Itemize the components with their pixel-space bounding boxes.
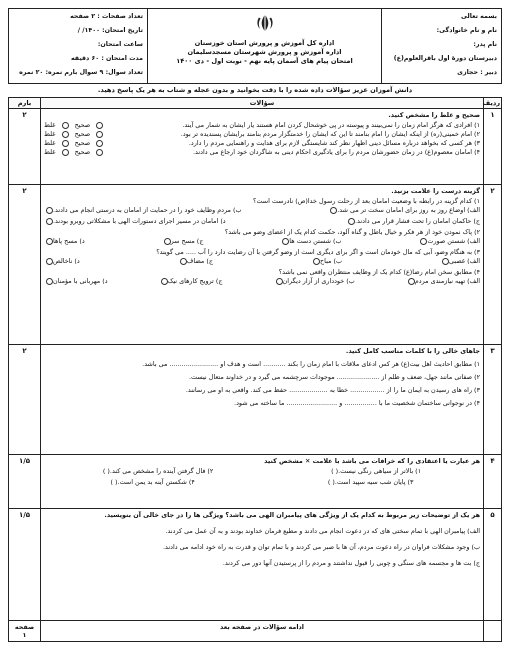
header-basmala: بسمه تعالی: [460, 13, 497, 20]
superstition-row: [44, 467, 480, 475]
option-radio[interactable]: [46, 207, 53, 214]
mc-options: [44, 237, 480, 245]
exam-title-block: [147, 9, 381, 83]
true-label: صحیح: [74, 130, 91, 139]
tf-statement: ۴) امامان معصوم(ع) در زمان حضورشان مردم را برای یادگیری احکام دینی به شاگردان خود ارجاع می دادند.: [193, 148, 480, 157]
mc-question: ۴) مطابق سخن امام رضا(ع) کدام یک از وظایف منتظران واقعی نمی باشد؟: [278, 268, 480, 277]
option-radio[interactable]: [276, 278, 283, 285]
mc-option[interactable]: [280, 237, 341, 245]
option-radio[interactable]: [46, 258, 53, 265]
page-footer: [9, 621, 502, 642]
student-info: [381, 9, 501, 83]
exam-title: امتحان پیام های آسمان پایه نهم - نوبت اول - دی ۱۴۰۰: [176, 57, 353, 66]
exam-date: تاریخ امتحان: ۱۴۰۰/ /: [77, 27, 143, 34]
question-body: [41, 345, 484, 455]
option-text: ج) مسح سر: [170, 237, 204, 246]
question-score: ۲: [9, 345, 41, 455]
questions-table: [8, 97, 502, 642]
fill-blank-item: ۱) مطابق احادیث اهل بیت(ع) هر کس ادعای ملاقات با امام زمان را بکند ........... است و هدف او ........................ می باشد.: [142, 360, 480, 369]
option-text: ب) مباح: [320, 257, 342, 266]
org-title: اداره کل آموزش و پرورش استان خوزستان: [194, 39, 335, 47]
tf-item: [44, 121, 480, 129]
true-radio[interactable]: [96, 122, 103, 129]
option-radio[interactable]: [180, 258, 187, 265]
mc-option[interactable]: [346, 217, 480, 225]
question-title: هر عبارت یا اعتقادی را که خرافات می باشد با علامت ✕ مشخص کنید: [264, 457, 480, 466]
fill-blank-item: ۳) راه های رسیدن به ایمان ما را از ................. خطا به ................... حفظ می کند. واقعی به او می رسانند.: [185, 386, 480, 395]
mc-option[interactable]: [44, 257, 80, 265]
column-row-number: ردیف: [482, 99, 500, 107]
father-name-label: نام پدر:: [473, 41, 497, 48]
question-score: ۱/۵: [9, 455, 41, 509]
mc-option[interactable]: [274, 277, 355, 285]
question-number: ۵: [484, 509, 502, 621]
description-item: ب) وجود مشکلات فراوان در راه دعوت مردم، آن ها با صبر می کردند و با تمام توان و قدرت به راه خود ادامه می دادند.: [163, 543, 480, 552]
office-title: اداره آموزش و پرورش شهرستان مسجدسلیمان: [187, 48, 342, 57]
mc-options: [44, 257, 480, 265]
true-label: صحیح: [74, 139, 91, 148]
option-text: د) مهربانی با مؤمنان: [53, 277, 108, 286]
student-name-label: نام و نام خانوادگی:: [436, 27, 497, 34]
superstition-item[interactable]: ۲) فال گرفتن آینده را مشخص می کند.( ): [102, 467, 214, 476]
fill-blank-item: ۲) صفاتی مانند جهل، ضعف و ظلم از ..................... موجودات سرچشمه می گیرد و در خداوند متعال نیست.: [188, 373, 480, 382]
exam-duration: مدت امتحان : ۶۰ دقیقه: [70, 55, 143, 62]
tf-statement: ۳) هر کسی که بخواهد درباره مسائل دینی اظهار نظر کند شایستگی لازم برای هدایت و راهنمایی مردم را دارد.: [188, 139, 480, 148]
description-item: ج) بت ها و مجسمه های سنگی و چوبی را قبول نداشتند و مردم را از پرستیدن آنها دور می کردند.: [222, 559, 480, 568]
true-radio[interactable]: [96, 140, 103, 147]
mc-option[interactable]: [44, 206, 242, 214]
superstition-item[interactable]: ۱) بالاتر از سیاهی رنگی نیست.( ): [331, 467, 422, 476]
teacher-name: دبیر : حجازی: [457, 69, 497, 76]
mc-options: [44, 277, 480, 285]
false-label: غلط: [44, 148, 56, 157]
superstition-row: [44, 478, 480, 486]
option-radio[interactable]: [46, 218, 53, 225]
question-number: ۱: [484, 109, 502, 185]
mc-option[interactable]: [159, 277, 223, 285]
tf-statement: ۲) امام خمینی(ره) از اینکه ایشان را امام بنامند تا این که ایشان را خدمتگزار مردم بنامند برایشان پسندیده تر بود.: [180, 130, 480, 139]
mc-option[interactable]: [418, 237, 480, 245]
question-score: ۲: [9, 185, 41, 345]
continued-note: ادامه سؤالات در صفحه بعد: [41, 621, 484, 642]
fill-blank-item: ۴) در نوجوانی ساختمان شخصیت ما با ................ و ......................... ما ساخته می شود.: [234, 399, 480, 408]
question-title: گزینه درست را علامت بزنید.: [391, 187, 480, 196]
option-text: الف) غصبی: [448, 257, 480, 266]
page-number: صفحه ۱: [9, 621, 41, 642]
question-2: [9, 185, 502, 345]
exam-header: [8, 8, 502, 84]
school-name: دبیرستان دورۀ اول باقرالعلوم(ع): [393, 55, 497, 62]
emblem-icon: [254, 12, 276, 34]
mc-option[interactable]: [440, 257, 480, 265]
option-radio[interactable]: [348, 218, 355, 225]
column-score: بارم: [9, 98, 41, 109]
option-text: د) امامان در مسیر اجرای دستورات الهی با مشکلاتی روبرو بودند.: [53, 217, 226, 226]
footer-empty: [484, 621, 502, 642]
option-text: ج) حاکمان امامان را تحت فشار قرار می دادند.: [354, 217, 480, 226]
mc-option[interactable]: [406, 277, 480, 285]
tf-item: [44, 130, 480, 138]
tf-statement: ۱) افرادی که هرگز امام زمان را نمی‌بینند و پیوسته در پی خوشحال کردن امام هستند یار ایشان به شمار می آیند.: [182, 121, 480, 130]
mc-option[interactable]: [44, 217, 226, 225]
option-radio[interactable]: [164, 238, 171, 245]
mc-question: ۲) پاک نمودن خود از هر فکر و خیال باطل و گناه آلود، حکمت کدام یک از اعضای وضو می باشد؟: [224, 228, 480, 237]
false-radio[interactable]: [62, 149, 69, 156]
column-questions: سؤالات: [41, 98, 484, 109]
mc-option[interactable]: [44, 237, 85, 245]
option-text: ب) خودداری از آزار دیگران: [282, 277, 355, 286]
tf-options: [44, 121, 107, 129]
question-body: [41, 109, 484, 185]
question-number: ۴: [484, 455, 502, 509]
true-radio[interactable]: [96, 149, 103, 156]
mc-option[interactable]: [162, 237, 204, 245]
false-label: غلط: [44, 139, 56, 148]
option-radio[interactable]: [161, 278, 168, 285]
mc-question: ۳) به هنگام وضو، آبی که مال خودمان است و اگر برای دیگری است از وضو گرفتن با آن رضایت دارد را آب ..... می گویند؟: [156, 248, 480, 257]
option-text: ب) شستن دست ها: [289, 237, 342, 246]
question-body: [41, 509, 484, 621]
option-radio[interactable]: [408, 278, 415, 285]
option-text: ج) مضاف: [186, 257, 213, 266]
option-text: د) ناخالص: [53, 257, 80, 266]
question-number: ۳: [484, 345, 502, 455]
option-text: الف) تهیه نیازمندی مردم: [414, 277, 480, 286]
option-text: ج) ترویج کارهای نیک: [167, 277, 223, 286]
question-title: صحیح و غلط را مشخص کنید.: [388, 111, 480, 120]
instruction-text: دانش آموزان عزیز سؤالات داده شده را با دقت بخوانید و بدون عجله و شتاب به هر یک پاسخ دهید.: [97, 86, 413, 94]
question-title: جاهای خالی را با کلمات مناسب کامل کنید.: [345, 347, 480, 356]
true-label: صحیح: [74, 148, 91, 157]
false-label: غلط: [44, 130, 56, 139]
question-4: [9, 455, 502, 509]
option-radio[interactable]: [46, 238, 53, 245]
question-score: ۱/۵: [9, 509, 41, 621]
exam-time: ساعت امتحان:: [97, 41, 143, 48]
true-radio[interactable]: [96, 131, 103, 138]
question-count: تعداد سوال: ۹ سوال بارم نمره: ۲۰ نمره: [19, 69, 143, 76]
option-text: ب) مردم وظایف خود را در حمایت از امامان به درستی انجام می دادند.: [53, 206, 242, 215]
false-radio[interactable]: [62, 140, 69, 147]
question-body: [41, 185, 484, 345]
mc-option[interactable]: [311, 257, 342, 265]
question-5: [9, 509, 502, 621]
false-radio[interactable]: [62, 122, 69, 129]
tf-options: [44, 139, 107, 147]
tf-item: [44, 148, 480, 156]
mc-option[interactable]: [328, 206, 480, 214]
table-header-row: [9, 98, 502, 109]
tf-options: [44, 130, 107, 138]
superstition-item[interactable]: ۳) پایان شب سیه سپید است.( ): [327, 478, 414, 487]
superstition-item[interactable]: ۴) شکستن آینه بد یمن است.( ): [110, 478, 195, 487]
mc-options: [44, 217, 480, 225]
question-number: ۲: [484, 185, 502, 345]
mc-question: ۱) کدام گزینه در رابطه با وضعیت امامان بعد از رحلت رسول خدا(ص) نادرست است؟: [253, 197, 480, 206]
exam-page: [8, 8, 502, 652]
false-label: غلط: [44, 121, 56, 130]
page-count: تعداد صفحات : ۲ صفحه: [70, 13, 143, 20]
option-radio[interactable]: [46, 278, 53, 285]
tf-item: [44, 139, 480, 147]
option-radio[interactable]: [442, 258, 449, 265]
mc-options: [44, 206, 480, 214]
true-label: صحیح: [74, 121, 91, 130]
option-text: الف) اوضاع روز به روز برای امامان سخت تر می شد.: [337, 206, 480, 215]
question-title: هر یک از توضیحات زیر مربوط به کدام یک از ویژگی های پیامبران الهی می باشد؟ ویژگی ها را در جای خالی آن بنویسید.: [104, 511, 480, 520]
description-item: الف) پیامبران الهی با تمام سختی های که در دعوت انجام می دادند و مطیع فرمان خداوند بودند و به آن عمل می کردند.: [165, 527, 480, 536]
option-text: د) مسح پاها: [53, 237, 85, 246]
option-radio[interactable]: [313, 258, 320, 265]
option-text: الف) شستن صورت: [427, 237, 480, 246]
question-body: [41, 455, 484, 509]
exam-meta: [9, 9, 147, 83]
false-radio[interactable]: [62, 131, 69, 138]
mc-option[interactable]: [178, 257, 213, 265]
question-1: [9, 109, 502, 185]
tf-options: [44, 148, 107, 156]
mc-option[interactable]: [44, 277, 108, 285]
question-3: [9, 345, 502, 455]
question-score: ۲: [9, 109, 41, 185]
